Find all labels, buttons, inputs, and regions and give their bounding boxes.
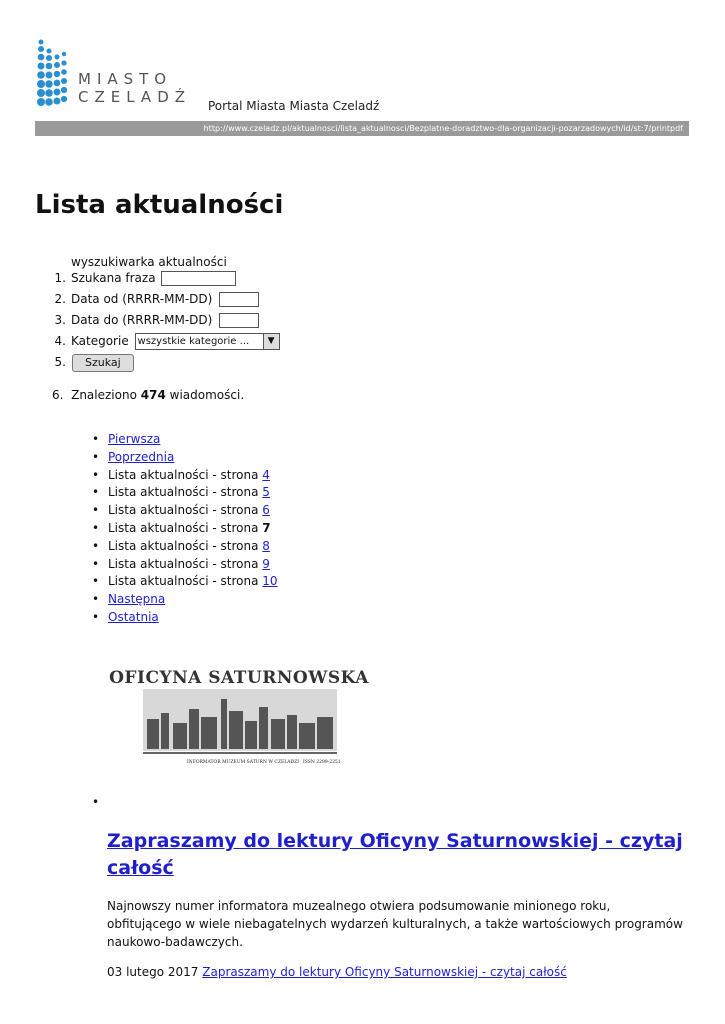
portal-title: Portal Miasta Miasta Czeladź <box>208 99 380 113</box>
row-number: 3. <box>54 313 66 327</box>
date-to-label: Data do (RRRR-MM-DD) <box>71 313 213 327</box>
phrase-label: Szukana fraza <box>71 271 156 285</box>
url-bar: http://www.czeladz.pl/aktualnosci/lista_aktualnosci/Bezplatne-doradztwo-dla-organizacji-pozarzadowych/id/st:7/printpdf <box>35 121 689 136</box>
pager-page-link[interactable]: 9 <box>262 556 270 571</box>
pager-item <box>92 609 278 627</box>
category-label: Kategorie <box>71 334 129 348</box>
image-caption-text: INFORMATOR MUZEUM SATURN W CZELADZI <box>187 760 299 765</box>
pager-item <box>92 520 278 538</box>
pager-page-link[interactable]: 8 <box>262 538 270 553</box>
pager-item <box>92 573 278 591</box>
news-thumbnail-image[interactable] <box>109 649 369 771</box>
row-number: 2. <box>54 292 66 306</box>
pager-item <box>92 449 278 467</box>
pager-label: Lista aktualności - strona <box>108 520 259 535</box>
pager-item <box>92 538 278 556</box>
pager-item <box>92 484 278 502</box>
pager-label: Lista aktualności - strona <box>108 503 259 518</box>
results-count <box>52 388 244 402</box>
pager-prev-link[interactable]: Poprzednia <box>108 449 175 464</box>
date-from-label: Data od (RRRR-MM-DD) <box>71 292 213 306</box>
pager-item <box>92 556 278 574</box>
row-number: 5. <box>54 355 66 369</box>
pagination <box>92 431 278 627</box>
pager-page-link[interactable]: 10 <box>262 574 278 589</box>
category-selected-value: wszystkie kategorie ... <box>137 336 250 347</box>
news-read-more-link[interactable]: Zapraszamy do lektury Oficyny Saturnowskiej - czytaj całość <box>202 965 567 979</box>
pager-item <box>92 591 278 609</box>
pager-last-link[interactable]: Ostatnia <box>108 609 159 624</box>
results-suffix: wiadomości. <box>169 388 245 402</box>
date-from-input[interactable] <box>219 292 259 307</box>
pager-next-link[interactable]: Następna <box>108 592 166 607</box>
pager-first-link[interactable]: Pierwsza <box>108 432 161 446</box>
search-caption: wyszukiwarka aktualności <box>71 255 227 269</box>
pager-item <box>92 431 278 449</box>
city-logo-icon <box>36 38 72 110</box>
results-number: 474 <box>140 388 166 402</box>
news-title-link[interactable]: Zapraszamy do lektury Oficyny Saturnowskiej - czytaj całość <box>107 830 683 879</box>
image-title-text: OFICYNA SATURNOWSKA <box>109 668 369 688</box>
results-prefix: Znaleziono <box>71 388 137 402</box>
pager-label: Lista aktualności - strona <box>108 538 259 553</box>
category-select[interactable] <box>135 333 280 350</box>
image-issn-text: ISSN 2299-2251 <box>303 760 341 765</box>
row-number: 6. <box>52 388 64 402</box>
page-title: Lista aktualności <box>35 190 284 220</box>
pager-page-link[interactable]: 5 <box>262 485 270 500</box>
pager-label: Lista aktualności - strona <box>108 485 259 500</box>
pager-label: Lista aktualności - strona <box>108 467 259 482</box>
search-phrase-input[interactable] <box>161 271 236 286</box>
pager-label: Lista aktualności - strona <box>108 556 259 571</box>
pager-label: Lista aktualności - strona <box>108 574 259 589</box>
logo-wordmark <box>78 70 191 106</box>
row-number: 1. <box>54 271 66 285</box>
pager-page-link[interactable]: 4 <box>262 467 270 482</box>
pager-current-page: 7 <box>262 520 271 535</box>
dropdown-arrow-icon[interactable]: ▼ <box>263 334 279 349</box>
news-date: 03 lutego 2017 <box>107 965 199 979</box>
list-bullet: • <box>92 795 100 809</box>
news-date-line <box>107 965 567 979</box>
date-to-input[interactable] <box>219 313 259 328</box>
search-button[interactable]: Szukaj <box>72 354 134 372</box>
logo-line1: MIASTO <box>78 70 173 88</box>
row-number: 4. <box>54 334 66 348</box>
news-title <box>107 828 687 882</box>
pager-page-link[interactable]: 6 <box>262 503 270 518</box>
pager-item <box>92 467 278 485</box>
news-lead: Najnowszy numer informatora muzealnego otwiera podsumowanie minionego roku, obfitującego w wiele niebagatelnych wydarzeń kulturalnych, a także wartościowych programów naukowo-badawczych. <box>107 899 683 949</box>
pager-item <box>92 502 278 520</box>
logo-line2: CZELADŹ <box>78 88 192 106</box>
